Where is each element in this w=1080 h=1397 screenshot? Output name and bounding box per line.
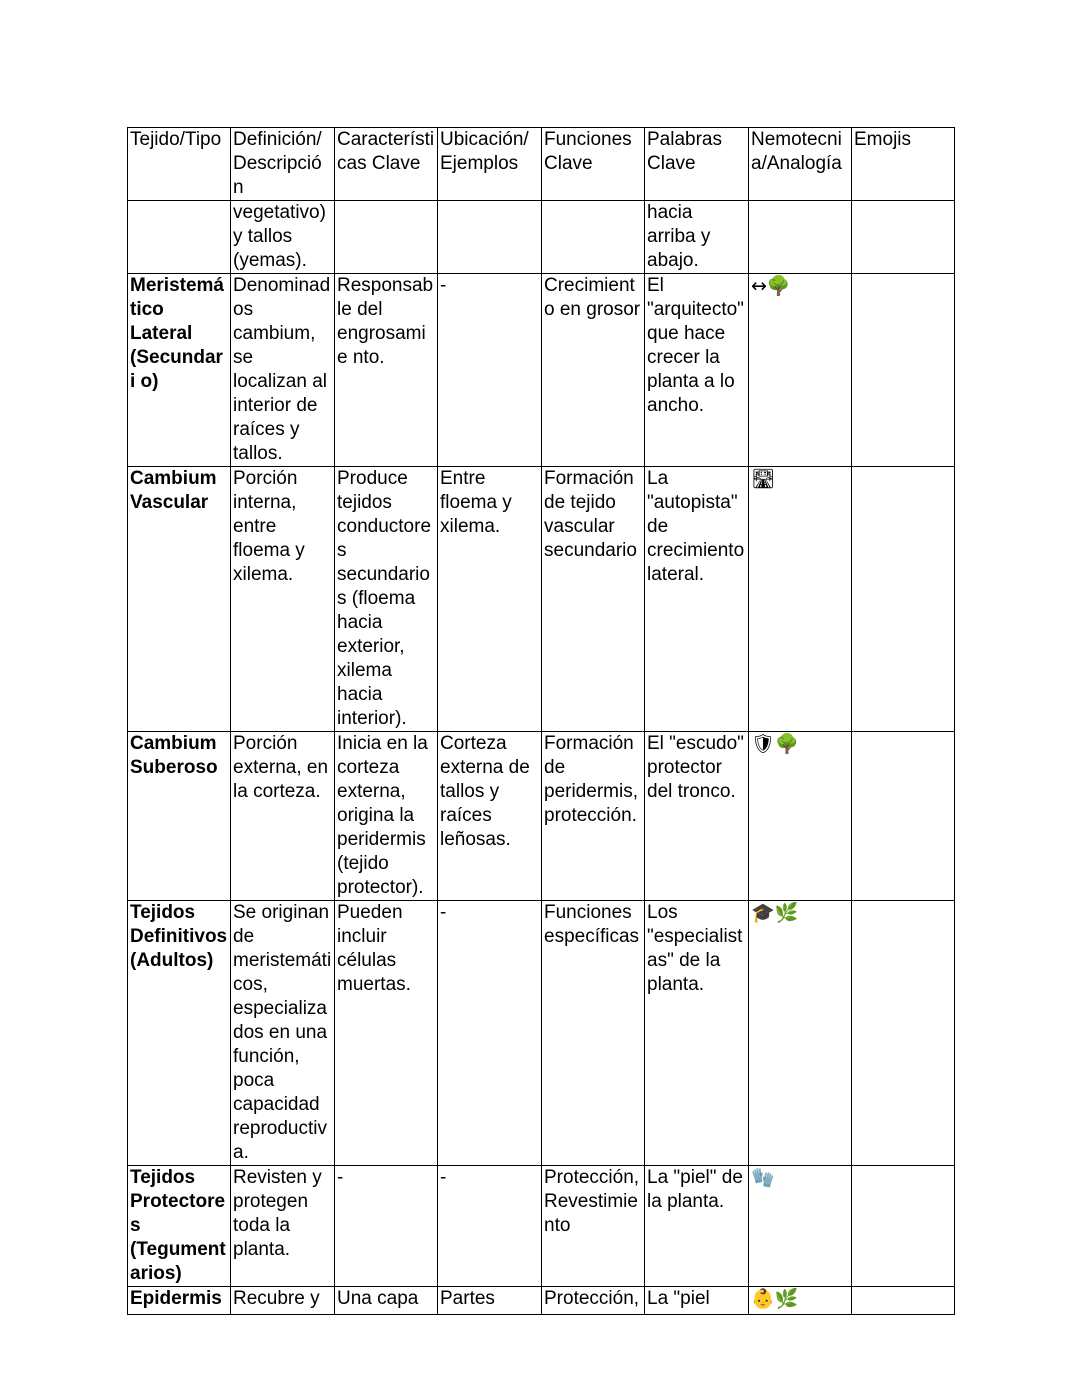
table-cell <box>852 1287 955 1315</box>
table-cell: - <box>438 1166 542 1287</box>
table-cell <box>852 1166 955 1287</box>
table-cell: 🎓🌿 <box>749 901 852 1166</box>
table-cell: Recubre y <box>231 1287 335 1315</box>
table-row <box>128 732 955 901</box>
table-cell <box>128 201 231 274</box>
table-cell: - <box>438 274 542 467</box>
table-cell: Funciones específicas <box>542 901 645 1166</box>
table-cell: ↔🌳 <box>749 274 852 467</box>
table-cell <box>749 201 852 274</box>
table-cell: La "piel" de la planta. <box>645 1166 749 1287</box>
table-cell: Los "especialist as" de la planta. <box>645 901 749 1166</box>
table-cell <box>542 201 645 274</box>
table-cell: Partes <box>438 1287 542 1315</box>
table-cell: Revisten y protegen toda la planta. <box>231 1166 335 1287</box>
table-cell: 🛡🌳 <box>749 732 852 901</box>
table-cell: Porción externa, en la corteza. <box>231 732 335 901</box>
table-cell: La "piel <box>645 1287 749 1315</box>
table-cell: El "escudo" protector del tronco. <box>645 732 749 901</box>
table-cell: 🧤 <box>749 1166 852 1287</box>
table-cell: hacia arriba y abajo. <box>645 201 749 274</box>
table-row <box>128 274 955 467</box>
table-cell <box>335 201 438 274</box>
table-row <box>128 467 955 732</box>
header-cell: Característi cas Clave <box>335 128 438 201</box>
header-cell: Tejido/Tipo <box>128 128 231 201</box>
header-cell: Emojis <box>852 128 955 201</box>
table-cell <box>852 732 955 901</box>
table-cell: Denominad os cambium, se localizan al interior de raíces y tallos. <box>231 274 335 467</box>
table-header-row <box>128 128 955 201</box>
table-cell: vegetativo) y tallos (yemas). <box>231 201 335 274</box>
table-cell: Porción interna, entre floema y xilema. <box>231 467 335 732</box>
table-cell: Meristemá tico Lateral (Secundari o) <box>128 274 231 467</box>
table-cell <box>852 201 955 274</box>
table-cell: Epidermis <box>128 1287 231 1315</box>
table-cell: Tejidos Protectore s (Tegument arios) <box>128 1166 231 1287</box>
table-cell <box>852 901 955 1166</box>
table-row <box>128 1166 955 1287</box>
table-cell: Cambium Vascular <box>128 467 231 732</box>
table-cell: Cambium Suberoso <box>128 732 231 901</box>
table-cell: El "arquitecto" que hace crecer la planta a lo ancho. <box>645 274 749 467</box>
tissue-table <box>127 127 955 1315</box>
table-cell: Corteza externa de tallos y raíces leñosas. <box>438 732 542 901</box>
table-cell: Entre floema y xilema. <box>438 467 542 732</box>
header-cell: Funciones Clave <box>542 128 645 201</box>
header-cell: Nemotecni a/Analogía <box>749 128 852 201</box>
table-cell: Tejidos Definitivos (Adultos) <box>128 901 231 1166</box>
table-cell: Formación de peridermis, protección. <box>542 732 645 901</box>
table-cell: Se originan de meristemáti cos, especializa dos en una función, poca capacidad reproductiv a. <box>231 901 335 1166</box>
table-cell: Formación de tejido vascular secundario <box>542 467 645 732</box>
table-cell: 🛣 <box>749 467 852 732</box>
table-row <box>128 901 955 1166</box>
header-cell: Definición/ Descripción <box>231 128 335 201</box>
header-cell: Palabras Clave <box>645 128 749 201</box>
table-cell: - <box>335 1166 438 1287</box>
table-cell: Inicia en la corteza externa, origina la peridermis (tejido protector). <box>335 732 438 901</box>
table-cell <box>852 467 955 732</box>
table-cell: Responsab le del engrosamie nto. <box>335 274 438 467</box>
table-row <box>128 201 955 274</box>
table-cell: 👶🌿 <box>749 1287 852 1315</box>
table-cell: Protección, Revestimie nto <box>542 1166 645 1287</box>
table-cell: - <box>438 901 542 1166</box>
table-row <box>128 1287 955 1315</box>
table-cell: La "autopista" de crecimiento lateral. <box>645 467 749 732</box>
table-cell: Protección, <box>542 1287 645 1315</box>
table-cell: Crecimient o en grosor <box>542 274 645 467</box>
table-cell <box>438 201 542 274</box>
table-cell: Pueden incluir células muertas. <box>335 901 438 1166</box>
header-cell: Ubicación/ Ejemplos <box>438 128 542 201</box>
table-cell <box>852 274 955 467</box>
table-cell: Produce tejidos conductore s secundario s (floema hacia exterior, xilema hacia interior). <box>335 467 438 732</box>
table-cell: Una capa <box>335 1287 438 1315</box>
